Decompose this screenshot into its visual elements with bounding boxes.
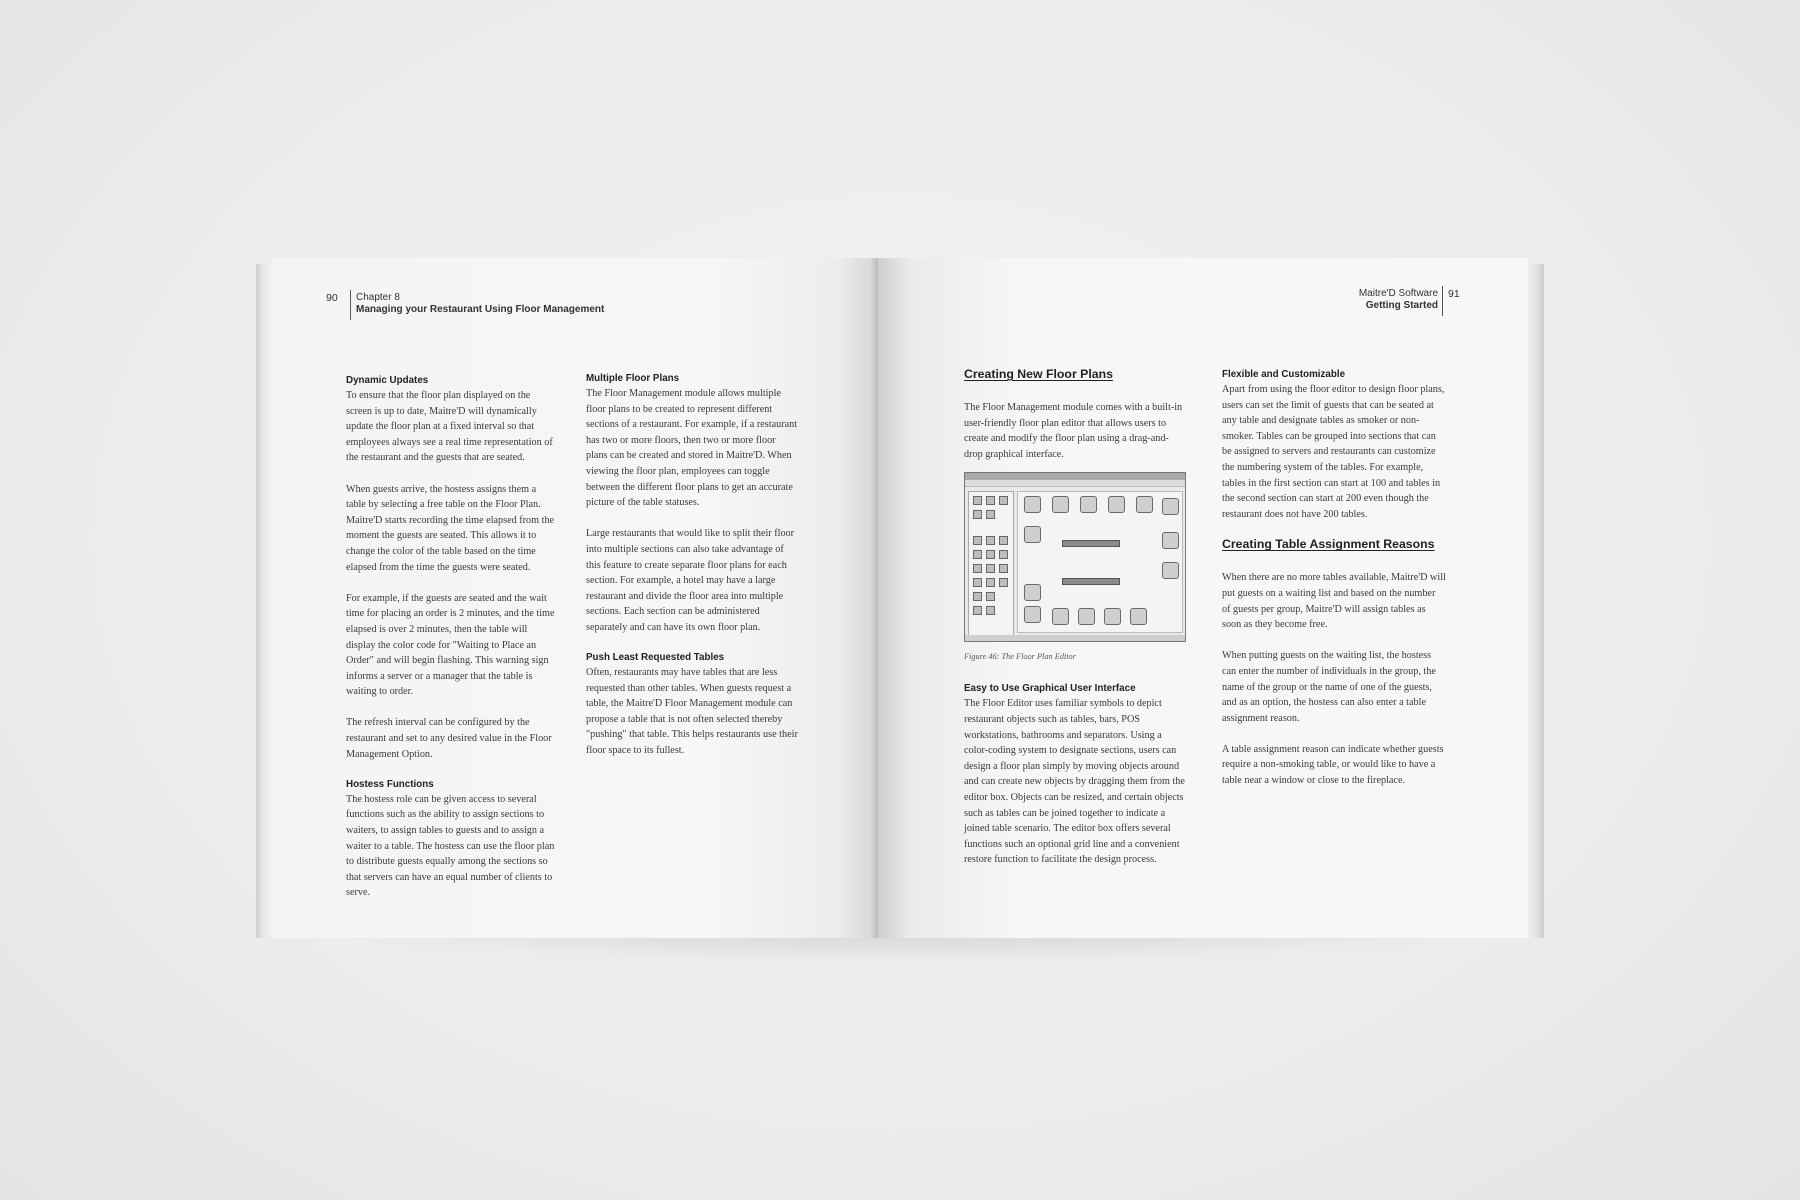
table-icon bbox=[1130, 608, 1147, 625]
tool-icon bbox=[973, 496, 982, 505]
paragraph: The Floor Management module allows multiple floor plans to be created to represent different sections of a restaurant. For example, if a restaurant has two or more floors, then two or more floor plans can be created and stored in Maitre'D. When viewing the floor plan, employees can toggle between the different floor plans to get an accurate picture of the table statuses. bbox=[586, 388, 798, 509]
table-icon bbox=[1104, 608, 1121, 625]
tool-icon bbox=[986, 496, 995, 505]
heading-flexible-customizable: Flexible and Customizable bbox=[1222, 369, 1346, 380]
bar-counter bbox=[1062, 540, 1120, 547]
tool-icon bbox=[986, 578, 995, 587]
tool-icon bbox=[973, 606, 982, 615]
left-page-number: 90 bbox=[326, 292, 338, 304]
heading-multiple-floor-plans: Multiple Floor Plans bbox=[586, 373, 680, 384]
tool-icon bbox=[986, 550, 995, 559]
table-icon bbox=[1024, 526, 1041, 543]
heading-hostess-functions: Hostess Functions bbox=[346, 778, 434, 790]
tool-icon bbox=[973, 592, 982, 601]
floor-plan-canvas bbox=[1017, 491, 1183, 633]
tool-icon bbox=[973, 578, 982, 587]
paragraph: Often, restaurants may have tables that are less requested than other tables. When guests request a table, the Maitre'D Floor Management module can propose a table that is not often selected thereby "pushing" that table. This helps restaurants use their floor space to its fullest. bbox=[586, 667, 798, 757]
tool-icon bbox=[999, 496, 1008, 505]
table-icon bbox=[1162, 532, 1179, 549]
tool-icon bbox=[999, 578, 1008, 587]
table-icon bbox=[1136, 496, 1153, 513]
tool-icon bbox=[999, 536, 1008, 545]
tool-icon bbox=[973, 510, 982, 519]
paragraph: Large restaurants that would like to split their floor into multiple sections can also take advantage of this feature to create separate floor plans for each section. For example, a hotel may have a large restaurant and divide the floor area into multiple sections. Each section can be administered separately and can have its own floor plan. bbox=[586, 528, 795, 633]
tool-icon bbox=[986, 606, 995, 615]
table-icon bbox=[1052, 608, 1069, 625]
right-running-header bbox=[1298, 288, 1458, 318]
tool-icon bbox=[973, 564, 982, 573]
section-label: Maitre'D Software bbox=[1358, 288, 1438, 299]
right-column-2 bbox=[1222, 368, 1446, 804]
chapter-label: Chapter 8 bbox=[356, 292, 400, 303]
paragraph: A table assignment reason can indicate whether guests require a non-smoking table, or would like to have a table near a window or close to the fireplace. bbox=[1222, 743, 1444, 787]
tool-icon bbox=[986, 564, 995, 573]
right-column-1 bbox=[964, 366, 1186, 884]
window-menubar bbox=[965, 480, 1185, 487]
left-column-2 bbox=[586, 372, 798, 774]
right-page bbox=[878, 258, 1528, 938]
heading-easy-gui: Easy to Use Graphical User Interface bbox=[964, 683, 1136, 695]
left-column-1 bbox=[346, 374, 558, 917]
tool-icon bbox=[986, 592, 995, 601]
paragraph: When putting guests on the waiting list, the hostess can enter the number of individuals in the group, the name of the group or the name of one of the guests, and as an option, the hostess can also enter a table assignment reason. bbox=[1222, 650, 1436, 724]
floor-plan-editor-screenshot bbox=[964, 472, 1186, 642]
tool-icon bbox=[999, 564, 1008, 573]
table-icon bbox=[1024, 606, 1041, 623]
heading-table-assignment-reasons: Creating Table Assignment Reasons bbox=[1222, 537, 1435, 552]
bar-counter bbox=[1062, 578, 1120, 585]
table-icon bbox=[1024, 584, 1041, 601]
heading-creating-new-floor-plans: Creating New Floor Plans bbox=[964, 367, 1113, 381]
paragraph: Apart from using the floor editor to design floor plans, users can set the limit of guests that can be seated at any table and designate tables as smoker or non-smoker. Tables can be grouped into sections that can be assigned to servers and restaurants can customize the numbering system of the tables. For example, tables in the first section can start at 100 and tables in the second section can start at 200 even though the restaurant does not have 200 tables. bbox=[1222, 384, 1445, 520]
paragraph: When guests arrive, the hostess assigns them a table by selecting a free table on the Floor Plan. Maitre'D starts recording the time elapsed from the moment the guests are seated. This allows it to change the color of the table based on the time elapsed from the time the guests were seated. bbox=[346, 483, 555, 573]
table-icon bbox=[1024, 496, 1041, 513]
paragraph: When there are no more tables available, Maitre'D will put guests on a waiting list and based on the number of guests per group, Maitre'D will assign tables as soon as they become free. bbox=[1222, 572, 1446, 631]
paragraph: The Floor Editor uses familiar symbols to depict restaurant objects such as tables, bars, POS workstations, bathrooms and separators. Using a color-coding system to designate sections, users can design a floor plan simply by moving objects around and can create new objects by dragging them from the editor box. Objects can be resized, and certain objects such as tables can be joined together to indicate a joined table scenario. The editor box offers several functions such an optional grid line and a convenient restore function to facilitate the design process. bbox=[964, 698, 1185, 866]
left-page bbox=[272, 258, 878, 938]
header-divider bbox=[1442, 286, 1443, 316]
tool-icon bbox=[973, 536, 982, 545]
tool-icon bbox=[973, 550, 982, 559]
table-icon bbox=[1080, 496, 1097, 513]
header-divider bbox=[350, 290, 351, 320]
section-title: Getting Started bbox=[1365, 300, 1438, 311]
heading-push-least-requested: Push Least Requested Tables bbox=[586, 652, 725, 664]
left-running-header bbox=[326, 292, 646, 322]
window-statusbar bbox=[965, 635, 1185, 641]
paragraph: For example, if the guests are seated and the wait time for placing an order is 2 minutes, and the time elapsed is over 2 minutes, then the table will display the color code for "Waiting to Place an Order" and will begin flashing. This warning sign informs a server or a manager that the table is waiting to order. bbox=[346, 592, 555, 698]
tool-icon bbox=[986, 536, 995, 545]
paragraph: The hostess role can be given access to several functions such as the ability to assign sections to waiters, to assign tables to guests and to assign a waiter to a table. The hostess can use the floor plan to distribute guests equally among the sections so that servers can have an equal number of clients to serve. bbox=[346, 793, 555, 899]
chapter-title: Managing your Restaurant Using Floor Management bbox=[356, 304, 605, 315]
figure-caption: Figure 46: The Floor Plan Editor bbox=[964, 652, 1076, 662]
table-icon bbox=[1078, 608, 1095, 625]
table-icon bbox=[1108, 496, 1125, 513]
tool-icon bbox=[999, 550, 1008, 559]
window-titlebar bbox=[965, 473, 1185, 480]
table-icon bbox=[1052, 496, 1069, 513]
paragraph: The refresh interval can be configured by the restaurant and set to any desired value in the Floor Management Option. bbox=[346, 717, 552, 760]
paragraph: To ensure that the floor plan displayed on the screen is up to date, Maitre'D will dynamically update the floor plan at a fixed interval so that employees always see a real time representation of the restaurant and the guests that are seated. bbox=[346, 390, 553, 464]
heading-dynamic-updates: Dynamic Updates bbox=[346, 375, 429, 386]
table-icon bbox=[1162, 498, 1179, 515]
tool-icon bbox=[986, 510, 995, 519]
editor-toolbox bbox=[968, 491, 1014, 638]
paragraph: The Floor Management module comes with a built-in user-friendly floor plan editor that allows users to create and modify the floor plan using a drag-and-drop graphical interface. bbox=[964, 402, 1183, 460]
table-icon bbox=[1162, 562, 1179, 579]
right-page-number: 91 bbox=[1448, 288, 1460, 300]
